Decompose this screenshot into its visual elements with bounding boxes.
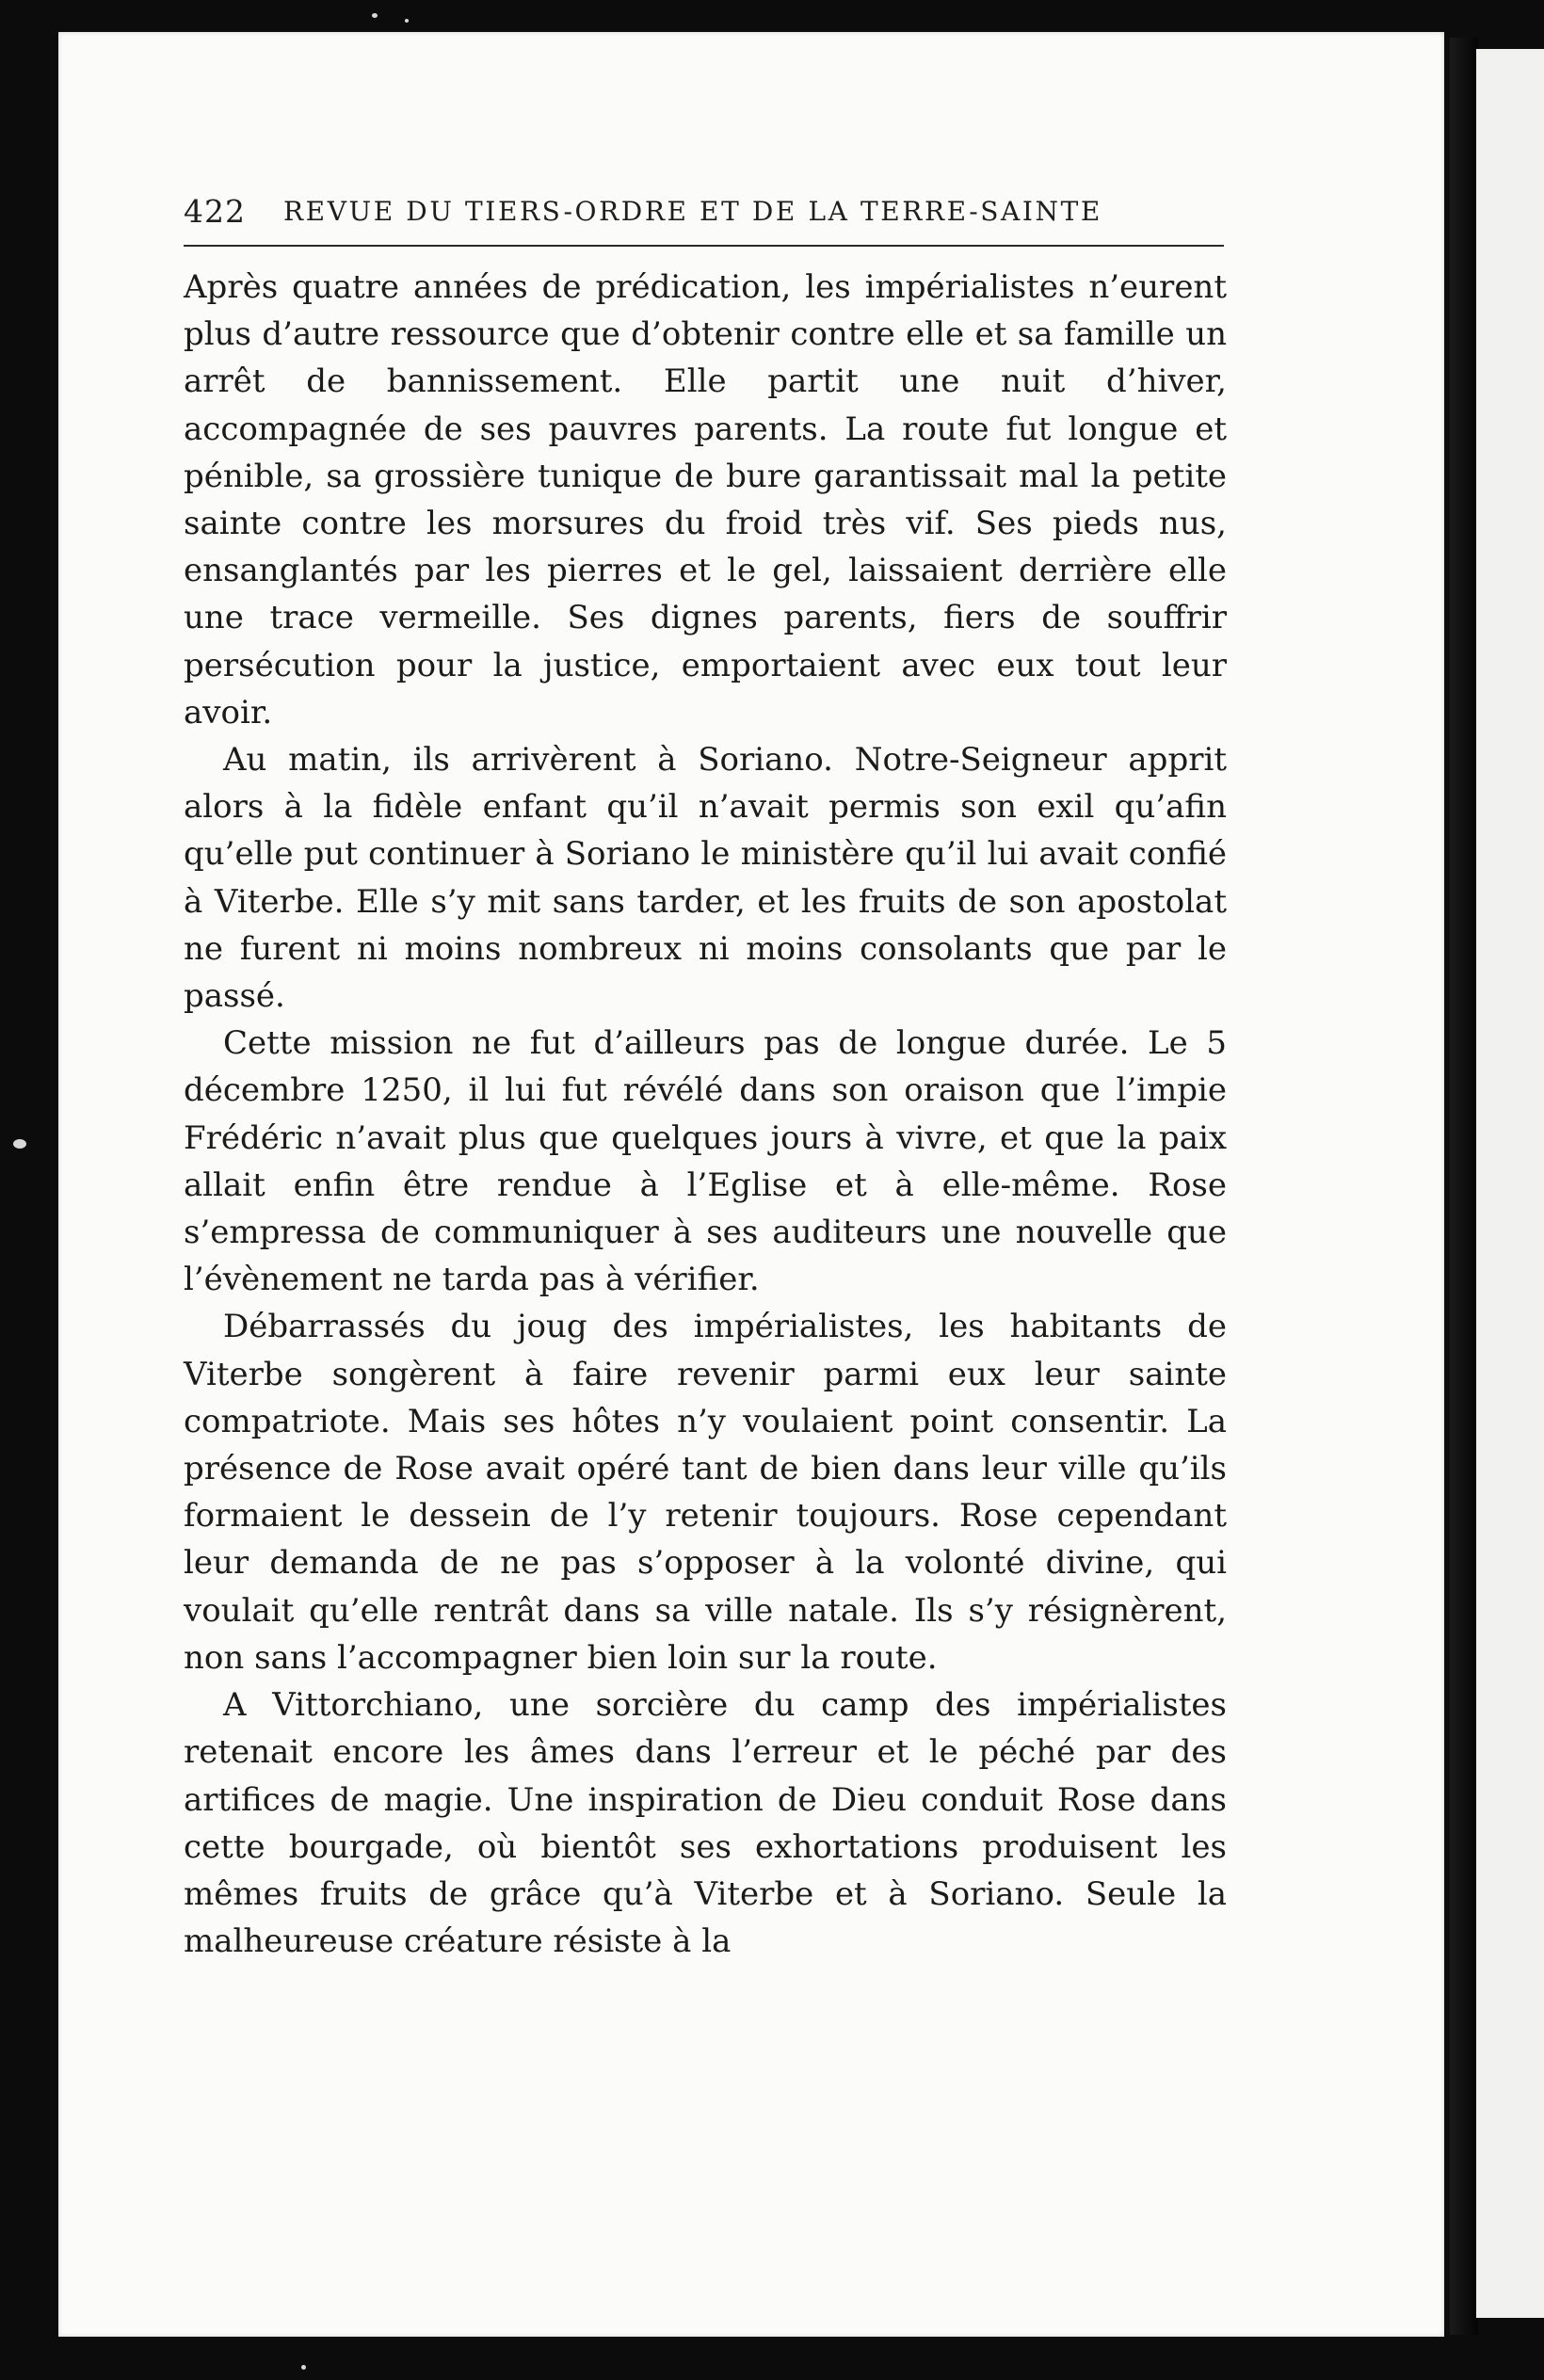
scan-speck: [372, 13, 378, 18]
header-rule: [184, 245, 1224, 247]
page-number: 422: [184, 193, 246, 230]
article-body: [184, 264, 1227, 1965]
adjacent-page-edge: [1476, 49, 1544, 2318]
paragraph-return: Débarrassés du joug des impérialistes, les habitants de Viterbe songèrent à faire revenir parmi eux leur sainte compatriote. Mais ses hôtes n’y voulaient point consentir. La présence de Rose avait opéré tant de bien dans leur ville qu’ils formaient le dessein de l’y retenir toujours. Rose cependant leur demanda de ne pas s’opposer à la volonté divine, qui voulait qu’elle rentrât dans sa ville natale. Ils s’y résignèrent, non sans l’accompagner bien loin sur la route.: [184, 1308, 1227, 1677]
page-gutter-shadow: [1450, 38, 1478, 2335]
paragraph-exile: Après quatre années de prédication, les impérialistes n’eurent plus d’autre ressource que d’obtenir contre elle et sa famille un arrêt de bannissement. Elle partit une nuit d’hiver, accompagnée de ses pauvres parents. La route fut longue et pénible, sa grossière tunique de bure garantissait mal la petite sainte contre les morsures du froid très vif. Ses pieds nus, ensanglantés par les pierres et le gel, laissaient derrière elle une trace vermeille. Ses dignes parents, fiers de souffrir persécution pour la justice, emportaient avec eux tout leur avoir.: [184, 268, 1227, 732]
running-header: [184, 193, 1276, 249]
scan-speck: [301, 2365, 306, 2370]
paragraph-vittorchiano: A Vittorchiano, une sorcière du camp des impérialistes retenait encore les âmes dans l’erreur et le péché par des artifices de magie. Une inspiration de Dieu conduit Rose dans cette bourgade, où bientôt ses exhortations produisent les mêmes fruits de grâce qu’à Viterbe et à Soriano. Seule la malheureuse créature résiste à la: [184, 1686, 1227, 1961]
scan-speck: [405, 19, 409, 23]
scan-speck: [13, 1139, 26, 1149]
paragraph-mission: Cette mission ne fut d’ailleurs pas de longue durée. Le 5 décembre 1250, il lui fut révélé dans son oraison que l’impie Frédéric n’avait plus que quelques jours à vivre, et que la paix allait enfin être rendue à l’Eglise et à elle-même. Rose s’empressa de communiquer à ses auditeurs une nouvelle que l’évènement ne tarda pas à vérifier.: [184, 1024, 1227, 1299]
paragraph-soriano: Au matin, ils arrivèrent à Soriano. Notre-Seigneur apprit alors à la fidèle enfant qu’il n’avait permis son exil qu’afin qu’elle put continuer à Soriano le ministère qu’il lui avait confié à Viterbe. Elle s’y mit sans tarder, et les fruits de son apostolat ne furent ni moins nombreux ni moins consolants que par le passé.: [184, 741, 1227, 1016]
journal-title: REVUE DU TIERS-ORDRE ET DE LA TERRE-SAINTE: [283, 196, 1102, 227]
